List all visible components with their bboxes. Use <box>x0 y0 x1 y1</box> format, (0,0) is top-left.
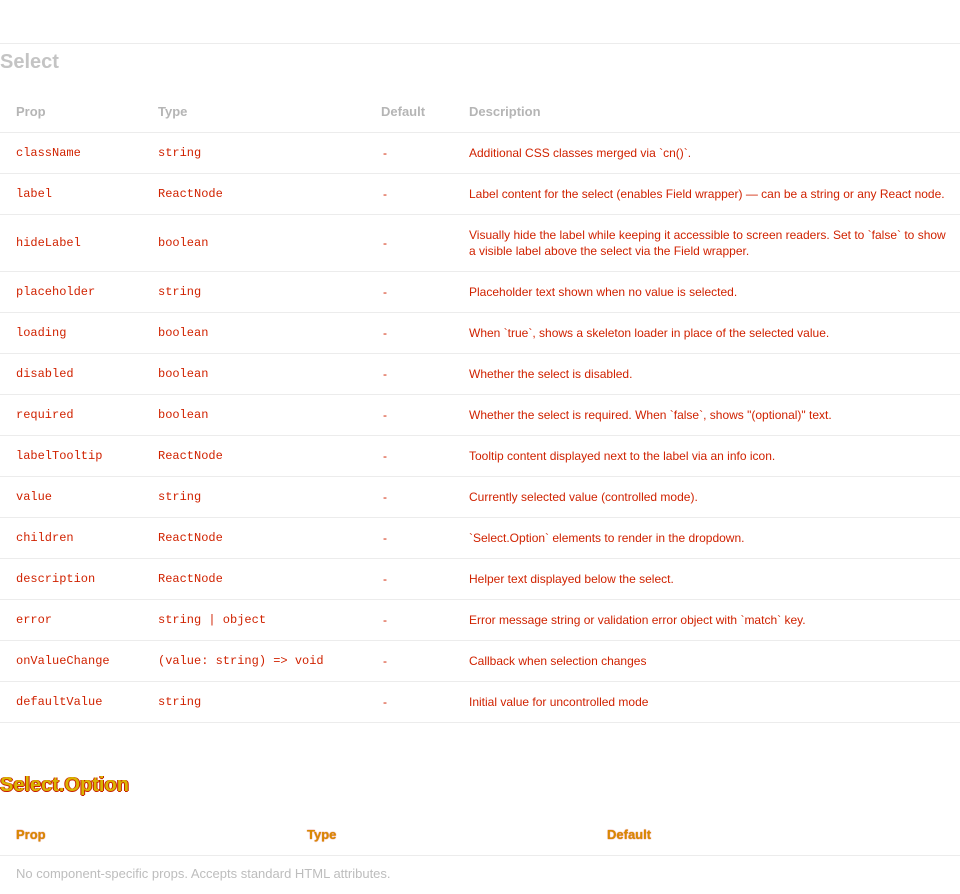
table-row <box>0 518 960 559</box>
table-row <box>0 641 960 682</box>
prop-name: hideLabel <box>0 215 158 272</box>
prop-default: - <box>381 133 469 174</box>
prop-name: onValueChange <box>0 641 158 682</box>
header-default: Default <box>381 91 469 133</box>
header-prop: Prop <box>0 814 307 856</box>
prop-type: ReactNode <box>158 174 381 215</box>
prop-type: ReactNode <box>158 518 381 559</box>
prop-description: Placeholder text shown when no value is selected. <box>469 272 960 313</box>
prop-description: Initial value for uncontrolled mode <box>469 682 960 723</box>
table-row <box>0 477 960 518</box>
prop-type: ReactNode <box>158 559 381 600</box>
table-row <box>0 174 960 215</box>
prop-type: boolean <box>158 215 381 272</box>
prop-default: - <box>381 436 469 477</box>
prop-name: required <box>0 395 158 436</box>
prop-default: - <box>381 518 469 559</box>
prop-name: error <box>0 600 158 641</box>
table-row <box>0 559 960 600</box>
prop-name: disabled <box>0 354 158 395</box>
table-row <box>0 600 960 641</box>
prop-description: Helper text displayed below the select. <box>469 559 960 600</box>
prop-description: Label content for the select (enables Field wrapper) — can be a string or any React node. <box>469 174 960 215</box>
table-row <box>0 215 960 272</box>
select-option-props-table <box>0 814 960 856</box>
table-row <box>0 354 960 395</box>
prop-default: - <box>381 354 469 395</box>
prop-name: loading <box>0 313 158 354</box>
prop-description: Error message string or validation error object with `match` key. <box>469 600 960 641</box>
prop-default: - <box>381 682 469 723</box>
prop-default: - <box>381 641 469 682</box>
prop-description: Currently selected value (controlled mode). <box>469 477 960 518</box>
select-option-section-title: Select.Option <box>0 774 129 796</box>
prop-default: - <box>381 559 469 600</box>
prop-default: - <box>381 395 469 436</box>
prop-description: Callback when selection changes <box>469 641 960 682</box>
select-section-title: Select <box>0 51 59 73</box>
prop-default: - <box>381 272 469 313</box>
prop-type: string | object <box>158 600 381 641</box>
prop-name: children <box>0 518 158 559</box>
table-header-row <box>0 814 960 856</box>
table-row <box>0 395 960 436</box>
prop-name: placeholder <box>0 272 158 313</box>
table-row <box>0 313 960 354</box>
prop-name: className <box>0 133 158 174</box>
prop-default: - <box>381 600 469 641</box>
prop-type: boolean <box>158 395 381 436</box>
header-type: Type <box>158 91 381 133</box>
prop-name: defaultValue <box>0 682 158 723</box>
header-prop: Prop <box>0 91 158 133</box>
prop-type: string <box>158 133 381 174</box>
top-divider <box>0 43 960 44</box>
prop-description: Whether the select is disabled. <box>469 354 960 395</box>
prop-default: - <box>381 174 469 215</box>
table-header-row <box>0 91 960 133</box>
table-row <box>0 682 960 723</box>
prop-name: description <box>0 559 158 600</box>
props-body <box>0 133 960 723</box>
prop-description: Tooltip content displayed next to the label via an info icon. <box>469 436 960 477</box>
prop-description: Visually hide the label while keeping it accessible to screen readers. Set to `false` to show a visible label above the select via the Field wrapper. <box>469 215 960 272</box>
prop-type: (value: string) => void <box>158 641 381 682</box>
prop-description: Additional CSS classes merged via `cn()`. <box>469 133 960 174</box>
empty-props-note: No component-specific props. Accepts standard HTML attributes. <box>16 866 391 881</box>
prop-type: string <box>158 477 381 518</box>
prop-type: ReactNode <box>158 436 381 477</box>
prop-description: Whether the select is required. When `false`, shows "(optional)" text. <box>469 395 960 436</box>
table-row <box>0 436 960 477</box>
prop-type: boolean <box>158 313 381 354</box>
header-default: Default <box>607 814 960 856</box>
table-row <box>0 272 960 313</box>
prop-name: labelTooltip <box>0 436 158 477</box>
header-type: Type <box>307 814 607 856</box>
prop-type: string <box>158 272 381 313</box>
header-description: Description <box>469 91 960 133</box>
prop-default: - <box>381 477 469 518</box>
prop-default: - <box>381 313 469 354</box>
prop-type: string <box>158 682 381 723</box>
table-row <box>0 133 960 174</box>
prop-type: boolean <box>158 354 381 395</box>
prop-description: When `true`, shows a skeleton loader in place of the selected value. <box>469 313 960 354</box>
select-props-table <box>0 91 960 723</box>
prop-name: label <box>0 174 158 215</box>
prop-description: `Select.Option` elements to render in the dropdown. <box>469 518 960 559</box>
prop-name: value <box>0 477 158 518</box>
prop-default: - <box>381 215 469 272</box>
